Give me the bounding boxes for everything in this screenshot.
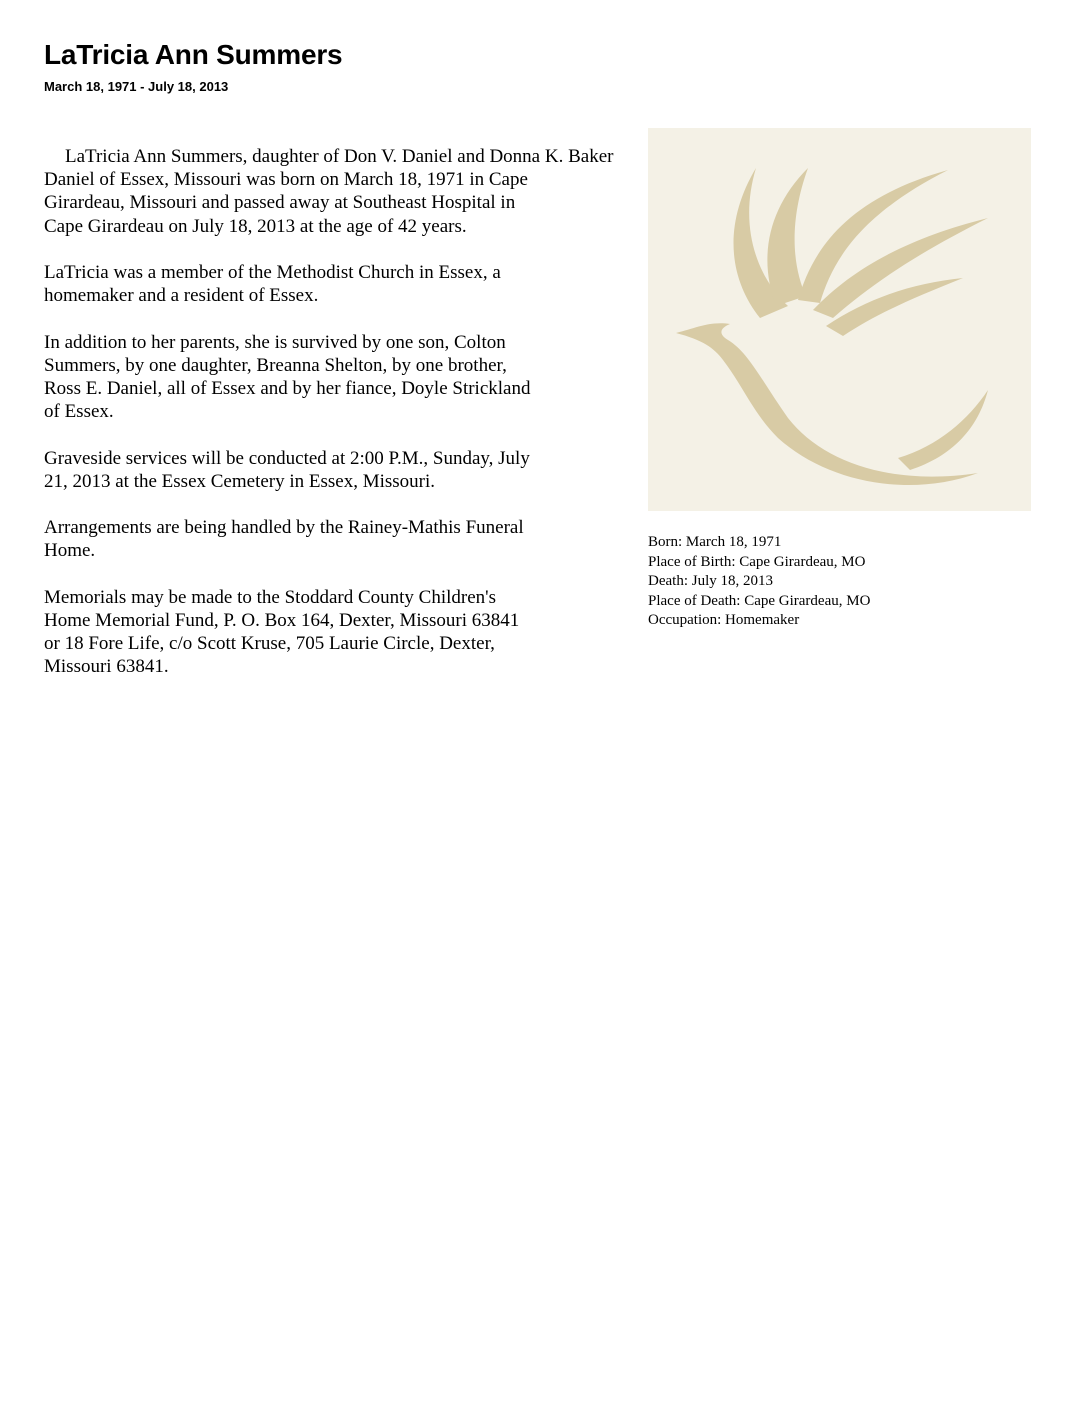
text-line: homemaker and a resident of Essex. [44, 285, 319, 307]
text-line: Ross E. Daniel, all of Essex and by her fiance, Doyle Strickland [44, 378, 531, 399]
obituary-paragraph [44, 261, 704, 307]
dove-body [676, 323, 978, 485]
obituary-text [44, 145, 704, 702]
text-line: In addition to her parents, she is survived by one son, Colton [44, 331, 506, 353]
text-line: Graveside services will be conducted at 2:00 P.M., Sunday, July [44, 447, 530, 469]
text-line: of Essex. [44, 401, 114, 423]
memorial-photo [648, 128, 1031, 511]
fact-place-of-birth: Place of Birth: Cape Girardeau, MO [648, 553, 866, 570]
text-line: LaTricia Ann Summers, daughter of Don V. Daniel and Donna K. Baker [65, 146, 614, 167]
page-title: LaTricia Ann Summers [44, 39, 343, 70]
vital-facts [648, 533, 870, 631]
text-line: Girardeau, Missouri and passed away at Southeast Hospital in [44, 192, 516, 214]
text-line: Home Memorial Fund, P. O. Box 164, Dexter, Missouri 63841 [44, 609, 520, 631]
text-line: Missouri 63841. [44, 656, 169, 678]
dove-wing-feather [767, 168, 808, 306]
fact-occupation: Occupation: Homemaker [648, 612, 800, 629]
text-line: Memorials may be made to the Stoddard County Children's [44, 586, 496, 608]
text-line: or 18 Fore Life, c/o Scott Kruse, 705 Laurie Circle, Dexter, [44, 633, 495, 655]
fact-born: Born: March 18, 1971 [648, 534, 782, 550]
obituary-paragraph [44, 516, 704, 562]
dove-tail [898, 390, 988, 470]
fact-death: Death: July 18, 2013 [648, 573, 773, 590]
life-dates: March 18, 1971 - July 18, 2013 [44, 79, 229, 94]
fact-place-of-death: Place of Death: Cape Girardeau, MO [648, 592, 871, 609]
text-line: Summers, by one daughter, Breanna Shelton, by one brother, [44, 354, 507, 376]
text-line: Arrangements are being handled by the Rainey-Mathis Funeral [44, 517, 524, 539]
text-line: Cape Girardeau on July 18, 2013 at the age of 42 years. [44, 215, 467, 237]
text-line: 21, 2013 at the Essex Cemetery in Essex, Missouri. [44, 470, 436, 492]
dove-icon [648, 128, 1031, 511]
obituary-paragraph [44, 447, 704, 493]
text-line: Daniel of Essex, Missouri was born on March 18, 1971 in Cape [44, 169, 528, 191]
obituary-paragraph [44, 331, 704, 424]
text-line: Home. [44, 540, 96, 562]
text-line: LaTricia was a member of the Methodist Church in Essex, a [44, 262, 501, 283]
obituary-paragraph [44, 145, 704, 238]
obituary-paragraph [44, 586, 704, 679]
